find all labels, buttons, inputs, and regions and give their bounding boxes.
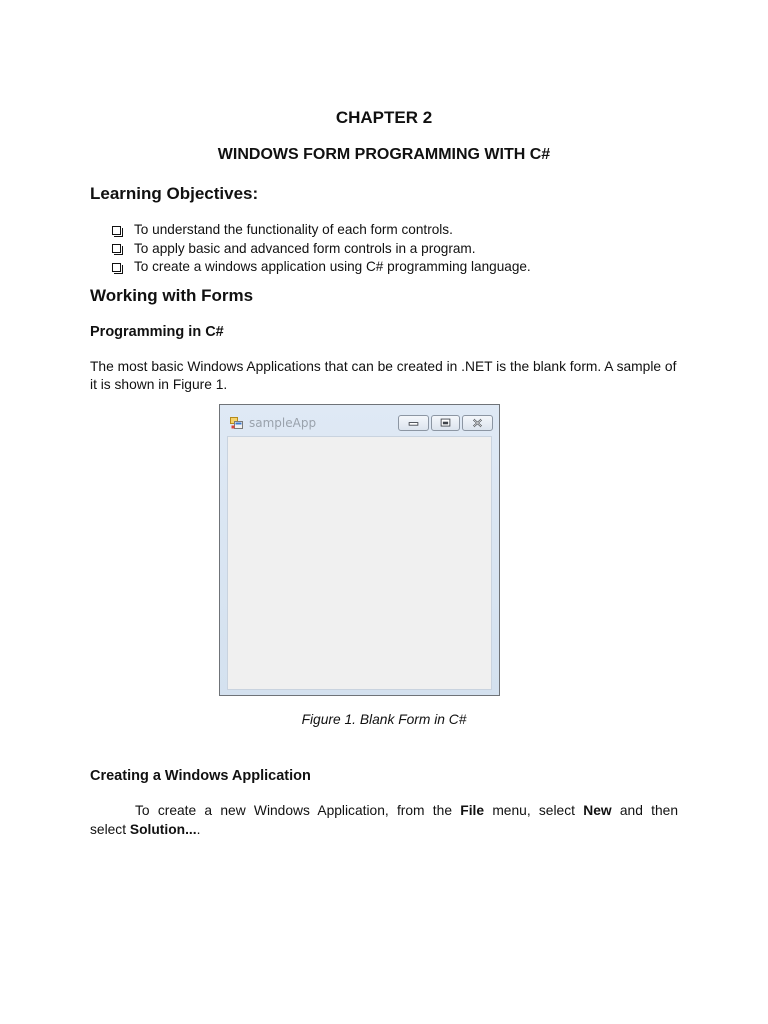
checkbox-bullet-icon	[112, 226, 121, 235]
paragraph-text: To create a new Windows Application, from the	[135, 803, 452, 818]
learning-objectives-heading: Learning Objectives:	[90, 184, 259, 203]
form-client-area[interactable]	[227, 436, 492, 690]
minimize-icon	[399, 416, 428, 430]
checkbox-bullet-icon	[112, 244, 121, 253]
sample-window-figure	[219, 404, 500, 696]
programming-subheading: Programming in C#	[90, 324, 224, 340]
maximize-icon	[432, 416, 459, 430]
objective-text: To apply basic and advanced form controls in a program.	[134, 240, 476, 256]
checkbox-bullet-icon	[112, 263, 121, 272]
list-item	[112, 240, 531, 259]
close-icon	[463, 416, 492, 430]
app-icon	[230, 417, 243, 430]
list-item	[112, 221, 531, 240]
objectives-list	[112, 221, 531, 277]
solution-menu-term: Solution...	[129, 822, 197, 837]
paragraph-text: menu, select	[492, 803, 575, 818]
paragraph-line-1	[90, 801, 678, 820]
creating-app-paragraph	[90, 801, 678, 839]
minimize-button[interactable]	[398, 415, 429, 431]
new-menu-term: New	[583, 803, 612, 818]
chapter-heading: CHAPTER 2	[335, 108, 433, 127]
paragraph-text: select	[90, 822, 127, 837]
objective-text: To create a windows application using C# programming language.	[134, 259, 531, 275]
close-button[interactable]	[462, 415, 493, 431]
paragraph-text: and then	[619, 803, 679, 818]
intro-paragraph: The most basic Windows Applications that can be created in .NET is the blank form. A sample of it is shown in Figure 1.	[90, 359, 677, 392]
creating-app-heading: Creating a Windows Application	[90, 768, 311, 784]
figure-caption: Figure 1. Blank Form in C#	[301, 712, 467, 727]
objective-text: To understand the functionality of each form controls.	[134, 222, 453, 237]
maximize-button[interactable]	[431, 415, 460, 431]
file-menu-term: File	[460, 803, 485, 818]
window-title: sampleApp	[249, 416, 317, 430]
chapter-title: WINDOWS FORM PROGRAMMING WITH C#	[217, 146, 551, 163]
list-item	[112, 258, 531, 277]
working-with-forms-heading: Working with Forms	[90, 286, 254, 305]
window-titlebar	[220, 405, 499, 435]
paragraph-text: .	[196, 822, 201, 837]
